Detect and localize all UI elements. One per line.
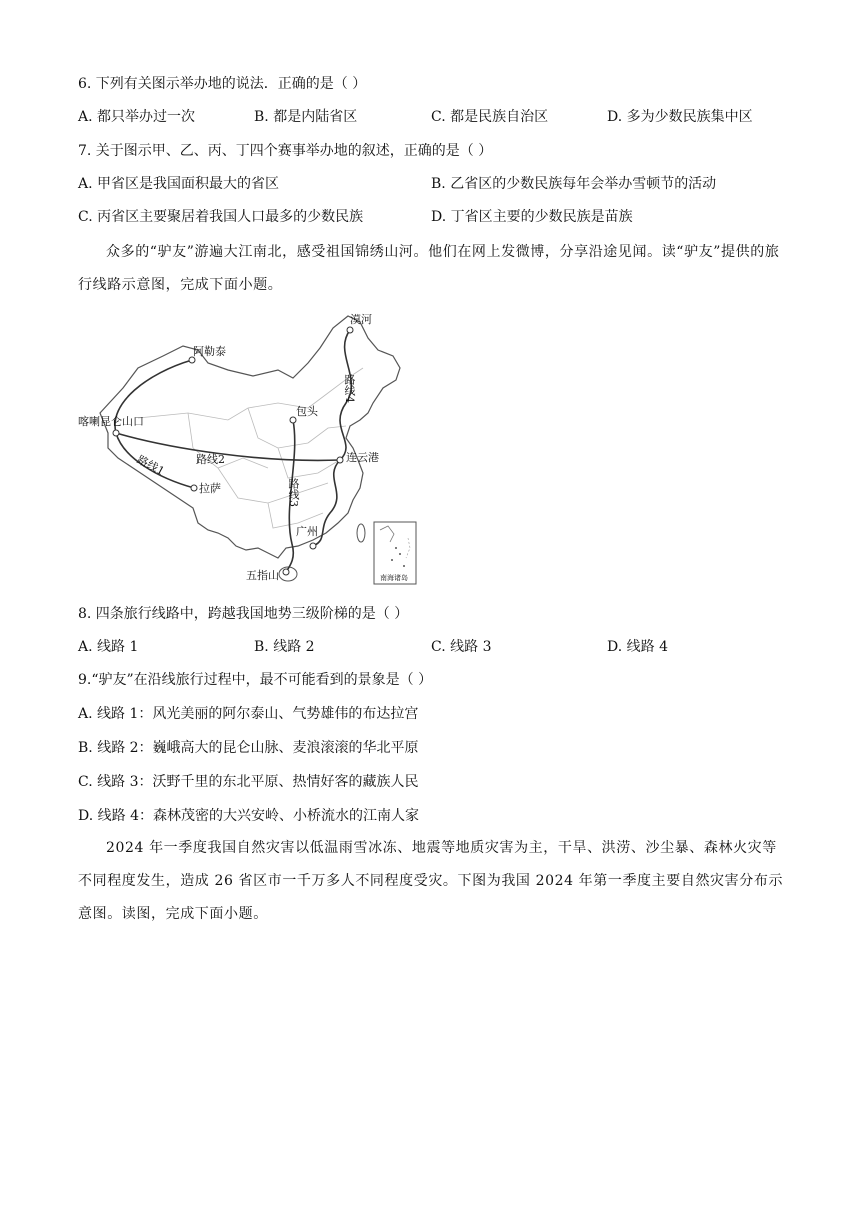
label-lasa: 拉萨	[199, 482, 221, 495]
q9-option-c: C. 线路 3：沃野千里的东北平原、热情好客的藏族人民	[78, 774, 419, 790]
q8-option-d: D. 线路 4	[607, 639, 668, 655]
label-kashgar: 喀喇昆仑山口	[78, 415, 144, 428]
label-south-sea: 南海诸岛	[380, 574, 408, 582]
label-lianyungang: 连云港	[346, 451, 379, 464]
q8-stem: 8. 四条旅行线路中，跨越我国地势三级阶梯的是（ ）	[78, 606, 409, 622]
label-route-4: 路线4	[343, 374, 356, 403]
q9-option-d: D. 线路 4：森林茂密的大兴安岭、小桥流水的江南人家	[78, 808, 419, 824]
q8-option-c: C. 线路 3	[431, 639, 492, 655]
lasa-marker	[191, 485, 197, 491]
lianyungang-marker	[337, 457, 343, 463]
route-2-line	[116, 433, 340, 460]
china-outline-map	[78, 308, 423, 590]
kashgar-marker	[113, 430, 119, 436]
q6-option-b: B. 都是内陆省区	[254, 109, 358, 125]
taiwan-island	[357, 524, 365, 542]
q6-stem: 6. 下列有关图示举办地的说法．正确的是（ ）	[78, 76, 367, 92]
q7-stem: 7. 关于图示甲、乙、丙、丁四个赛事举办地的叙述，正确的是（ ）	[78, 143, 493, 159]
q9-stem: 9.“驴友”在沿线旅行过程中，最不可能看到的景象是（ ）	[78, 672, 433, 688]
mohe-marker	[347, 327, 353, 333]
q8-option-b: B. 线路 2	[254, 639, 315, 655]
q7-option-d: D. 丁省区主要的少数民族是苗族	[431, 209, 633, 225]
q8-option-a: A. 线路 1	[78, 639, 139, 655]
q7-option-b: B. 乙省区的少数民族每年会举办雪顿节的活动	[431, 176, 717, 192]
intro-paragraph-routes: 众多的“驴友”游遍大江南北，感受祖国锦绣山河。他们在网上发微博，分享沿途见闻。读“驴友”提供的旅行线路示意图，完成下面小题。	[78, 244, 780, 293]
q6-option-c: C. 都是民族自治区	[431, 109, 549, 125]
label-aletai: 阿勒泰	[193, 345, 226, 358]
intro-paragraph-disasters: 2024 年一季度我国自然灾害以低温雨雪冰冻、地震等地质灾害为主，干旱、洪涝、沙尘暴、森林火灾等不同程度发生，造成 26 省区市一千万多人不同程度受灾。下图为我国 2024 年第一季度主要自然灾害分布示意图。读图，完成下面小题。	[78, 840, 784, 922]
china-border	[100, 313, 400, 558]
label-baotou: 包头	[296, 405, 318, 418]
label-route-3: 路线3	[287, 478, 300, 507]
guangzhou-marker	[310, 543, 316, 549]
travel-route-map	[78, 308, 423, 590]
q6-option-d: D. 多为少数民族集中区	[607, 109, 753, 125]
q7-option-a: A. 甲省区是我国面积最大的省区	[78, 176, 280, 192]
label-mohe: 漠河	[350, 313, 372, 326]
label-route-1: 路线1	[134, 453, 167, 479]
q9-option-a: A. 线路 1：风光美丽的阿尔泰山、气势雄伟的布达拉宫	[78, 706, 419, 722]
label-route-2: 路线2	[196, 453, 225, 466]
label-guangzhou: 广州	[296, 525, 318, 538]
wuzhishan-marker	[283, 569, 289, 575]
q6-option-a: A. 都只举办过一次	[78, 109, 196, 125]
q7-option-c: C. 丙省区主要聚居着我国人口最多的少数民族	[78, 209, 364, 225]
label-wuzhishan: 五指山	[246, 569, 279, 582]
q9-option-b: B. 线路 2：巍峨高大的昆仑山脉、麦浪滚滚的华北平原	[78, 740, 419, 756]
